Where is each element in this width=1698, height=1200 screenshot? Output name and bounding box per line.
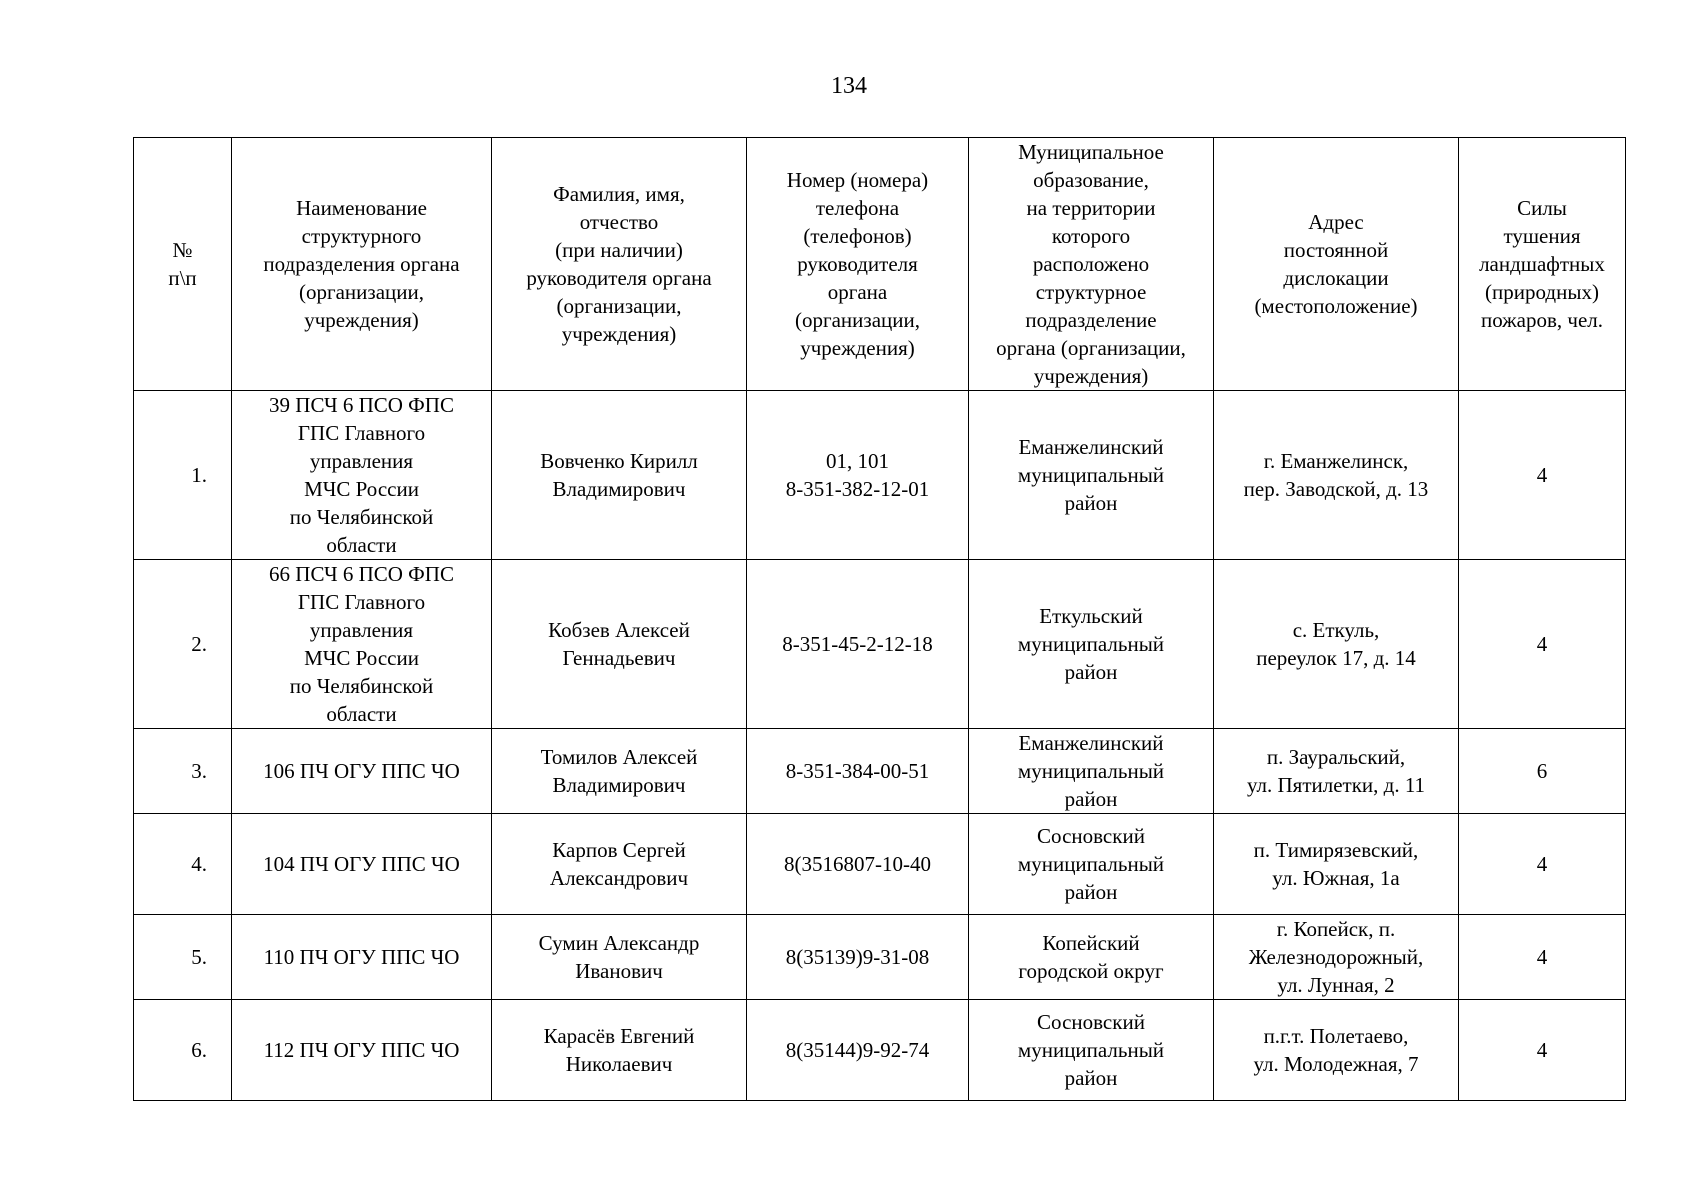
forces-count: 4 <box>1459 915 1626 1000</box>
municipality: Копейский городской округ <box>969 915 1214 1000</box>
unit-name: 104 ПЧ ОГУ ППС ЧО <box>232 814 492 915</box>
municipality: Еманжелинский муниципальный район <box>969 729 1214 814</box>
head-name: Карасёв Евгений Николаевич <box>492 1000 747 1101</box>
header-municipality: Муниципальное образование, на территории которого расположено структурное подразделение органа (организации, учреждения) <box>969 138 1214 391</box>
row-number: 2. <box>134 560 232 729</box>
address: п. Тимирязевский, ул. Южная, 1а <box>1214 814 1459 915</box>
municipality: Еманжелинский муниципальный район <box>969 391 1214 560</box>
head-name: Карпов Сергей Александрович <box>492 814 747 915</box>
row-number: 6. <box>134 1000 232 1101</box>
unit-name: 110 ПЧ ОГУ ППС ЧО <box>232 915 492 1000</box>
address: г. Копейск, п. Железнодорожный, ул. Лунная, 2 <box>1214 915 1459 1000</box>
forces-count: 4 <box>1459 814 1626 915</box>
forces-count: 4 <box>1459 1000 1626 1101</box>
unit-name: 106 ПЧ ОГУ ППС ЧО <box>232 729 492 814</box>
header-phone: Номер (номера) телефона (телефонов) руководителя органа (организации, учреждения) <box>747 138 969 391</box>
unit-name: 39 ПСЧ 6 ПСО ФПС ГПС Главного управления МЧС России по Челябинской области <box>232 391 492 560</box>
table-row <box>134 729 1626 814</box>
table-row <box>134 1000 1626 1101</box>
head-name: Сумин Александр Иванович <box>492 915 747 1000</box>
table-row <box>134 391 1626 560</box>
head-name: Томилов Алексей Владимирович <box>492 729 747 814</box>
row-number: 1. <box>134 391 232 560</box>
page-number: 134 <box>831 73 867 99</box>
header-forces: Силы тушения ландшафтных (природных) пожаров, чел. <box>1459 138 1626 391</box>
unit-name: 66 ПСЧ 6 ПСО ФПС ГПС Главного управления МЧС России по Челябинской области <box>232 560 492 729</box>
forces-table <box>133 137 1626 1101</box>
municipality: Сосновский муниципальный район <box>969 1000 1214 1101</box>
forces-count: 4 <box>1459 560 1626 729</box>
table-row <box>134 560 1626 729</box>
unit-name: 112 ПЧ ОГУ ППС ЧО <box>232 1000 492 1101</box>
forces-count: 4 <box>1459 391 1626 560</box>
municipality: Еткульский муниципальный район <box>969 560 1214 729</box>
address: п. Зауральский, ул. Пятилетки, д. 11 <box>1214 729 1459 814</box>
header-unit-name: Наименование структурного подразделения органа (организации, учреждения) <box>232 138 492 391</box>
header-head-name: Фамилия, имя, отчество (при наличии) руководителя органа (организации, учреждения) <box>492 138 747 391</box>
table-header-row <box>134 138 1626 391</box>
municipality: Сосновский муниципальный район <box>969 814 1214 915</box>
forces-count: 6 <box>1459 729 1626 814</box>
row-number: 5. <box>134 915 232 1000</box>
head-name: Кобзев Алексей Геннадьевич <box>492 560 747 729</box>
phone-number: 8(35144)9-92-74 <box>747 1000 969 1101</box>
table-row <box>134 915 1626 1000</box>
phone-number: 8(3516807-10-40 <box>747 814 969 915</box>
phone-number: 8-351-384-00-51 <box>747 729 969 814</box>
table-row <box>134 814 1626 915</box>
row-number: 3. <box>134 729 232 814</box>
address: с. Еткуль, переулок 17, д. 14 <box>1214 560 1459 729</box>
header-number: № п\п <box>134 138 232 391</box>
header-address: Адрес постоянной дислокации (местоположение) <box>1214 138 1459 391</box>
address: г. Еманжелинск, пер. Заводской, д. 13 <box>1214 391 1459 560</box>
phone-number: 8(35139)9-31-08 <box>747 915 969 1000</box>
phone-number: 8-351-45-2-12-18 <box>747 560 969 729</box>
row-number: 4. <box>134 814 232 915</box>
phone-number: 01, 101 8-351-382-12-01 <box>747 391 969 560</box>
address: п.г.т. Полетаево, ул. Молодежная, 7 <box>1214 1000 1459 1101</box>
head-name: Вовченко Кирилл Владимирович <box>492 391 747 560</box>
